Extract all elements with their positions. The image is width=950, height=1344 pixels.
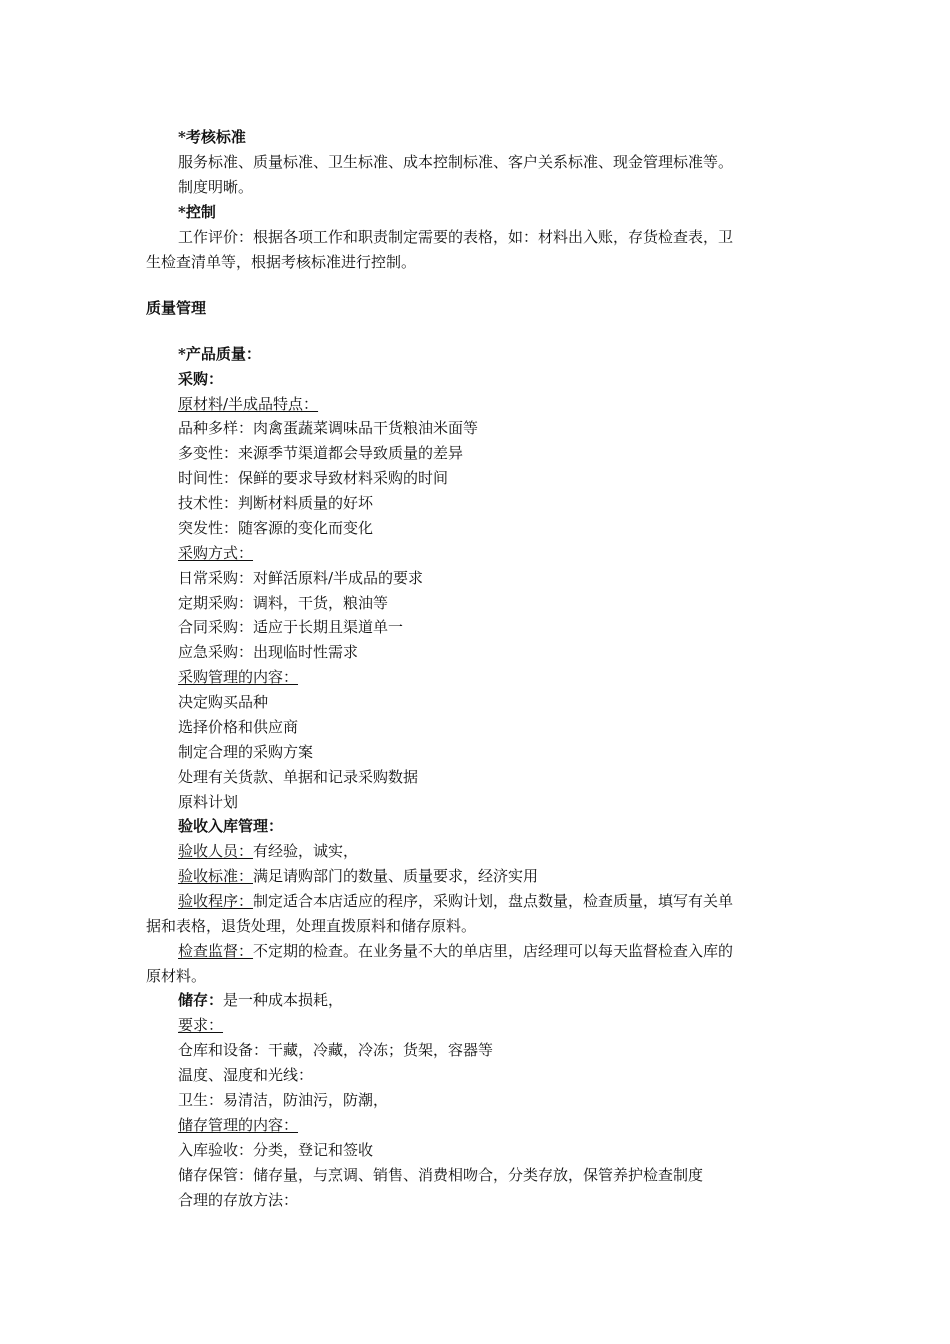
materials-item: 时间性：保鲜的要求导致材料采购的时间 bbox=[178, 469, 449, 487]
materials-item: 多变性：来源季节渠道都会导致质量的差异 bbox=[178, 444, 464, 462]
receiving-procedure-line bbox=[178, 891, 733, 911]
assessment-line-1: 服务标准、质量标准、卫生标准、成本控制标准、客户关系标准、现金管理标准等。 bbox=[178, 153, 734, 171]
methods-item: 应急采购：出现临时性需求 bbox=[178, 643, 359, 661]
receiving-heading: 验收入库管理： bbox=[178, 817, 284, 835]
purchase-mgmt-item: 决定购买品种 bbox=[178, 693, 269, 711]
assessment-heading: *考核标准 bbox=[178, 128, 246, 146]
assessment-line-2: 制度明晰。 bbox=[178, 178, 254, 196]
inspection-line-2: 原材料。 bbox=[146, 967, 207, 985]
product-quality-heading: *产品质量： bbox=[178, 345, 261, 363]
storage-mgmt-item: 储存保管：储存量，与烹调、销售、消费相吻合，分类存放，保管养护检查制度 bbox=[178, 1166, 704, 1184]
inspection-label: 检查监督： bbox=[178, 942, 254, 960]
methods-title: 采购方式： bbox=[178, 544, 254, 562]
receiving-procedure-label: 验收程序： bbox=[178, 892, 254, 910]
materials-item: 突发性：随客源的变化而变化 bbox=[178, 519, 374, 537]
control-line-2: 生检查清单等，根据考核标准进行控制。 bbox=[146, 253, 417, 271]
inspection-text: 不定期的检查。在业务量不大的单店里，店经理可以每天监督检查入库的 bbox=[253, 942, 734, 960]
control-line-1: 工作评价：根据各项工作和职责制定需要的表格，如：材料出入账，存货检查表，卫 bbox=[178, 228, 734, 246]
storage-text: 是一种成本损耗， bbox=[223, 991, 344, 1009]
purchase-mgmt-item: 制定合理的采购方案 bbox=[178, 743, 314, 761]
purchase-heading: 采购： bbox=[178, 370, 224, 388]
inspection-line bbox=[178, 941, 733, 961]
receiving-staff-line bbox=[178, 841, 358, 861]
receiving-standard-text: 满足请购部门的数量、质量要求，经济实用 bbox=[253, 867, 539, 885]
quality-title: 质量管理 bbox=[146, 299, 207, 317]
storage-mgmt-title: 储存管理的内容： bbox=[178, 1116, 299, 1134]
purchase-mgmt-item: 处理有关货款、单据和记录采购数据 bbox=[178, 768, 419, 786]
receiving-standard-line bbox=[178, 866, 538, 886]
methods-item: 合同采购：适应于长期且渠道单一 bbox=[178, 618, 404, 636]
purchase-mgmt-item: 原料计划 bbox=[178, 793, 239, 811]
purchase-mgmt-item: 选择价格和供应商 bbox=[178, 718, 299, 736]
requirements-item: 仓库和设备：干藏，冷藏，冷冻；货架，容器等 bbox=[178, 1041, 494, 1059]
requirements-item: 卫生：易清洁，防油污，防潮， bbox=[178, 1091, 389, 1109]
materials-item: 技术性：判断材料质量的好坏 bbox=[178, 494, 374, 512]
storage-mgmt-item: 合理的存放方法： bbox=[178, 1191, 299, 1209]
storage-heading: 储存： bbox=[178, 991, 224, 1009]
receiving-staff-label: 验收人员： bbox=[178, 842, 254, 860]
control-heading: *控制 bbox=[178, 203, 216, 221]
receiving-procedure-line-2: 据和表格，退货处理，处理直拨原料和储存原料。 bbox=[146, 917, 477, 935]
receiving-procedure-text: 制定适合本店适应的程序，采购计划，盘点数量，检查质量，填写有关单 bbox=[253, 892, 734, 910]
methods-item: 定期采购：调料，干货，粮油等 bbox=[178, 594, 389, 612]
materials-title: 原材料/半成品特点： bbox=[178, 395, 319, 413]
receiving-staff-text: 有经验，诚实， bbox=[253, 842, 359, 860]
receiving-standard-label: 验收标准： bbox=[178, 867, 254, 885]
requirements-item: 温度、湿度和光线： bbox=[178, 1066, 314, 1084]
purchase-mgmt-title: 采购管理的内容： bbox=[178, 668, 299, 686]
materials-item: 品种多样：肉禽蛋蔬菜调味品干货粮油米面等 bbox=[178, 419, 479, 437]
requirements-title: 要求： bbox=[178, 1016, 224, 1034]
storage-mgmt-item: 入库验收：分类，登记和签收 bbox=[178, 1141, 374, 1159]
storage-line bbox=[178, 990, 343, 1010]
methods-item: 日常采购：对鲜活原料/半成品的要求 bbox=[178, 569, 424, 587]
